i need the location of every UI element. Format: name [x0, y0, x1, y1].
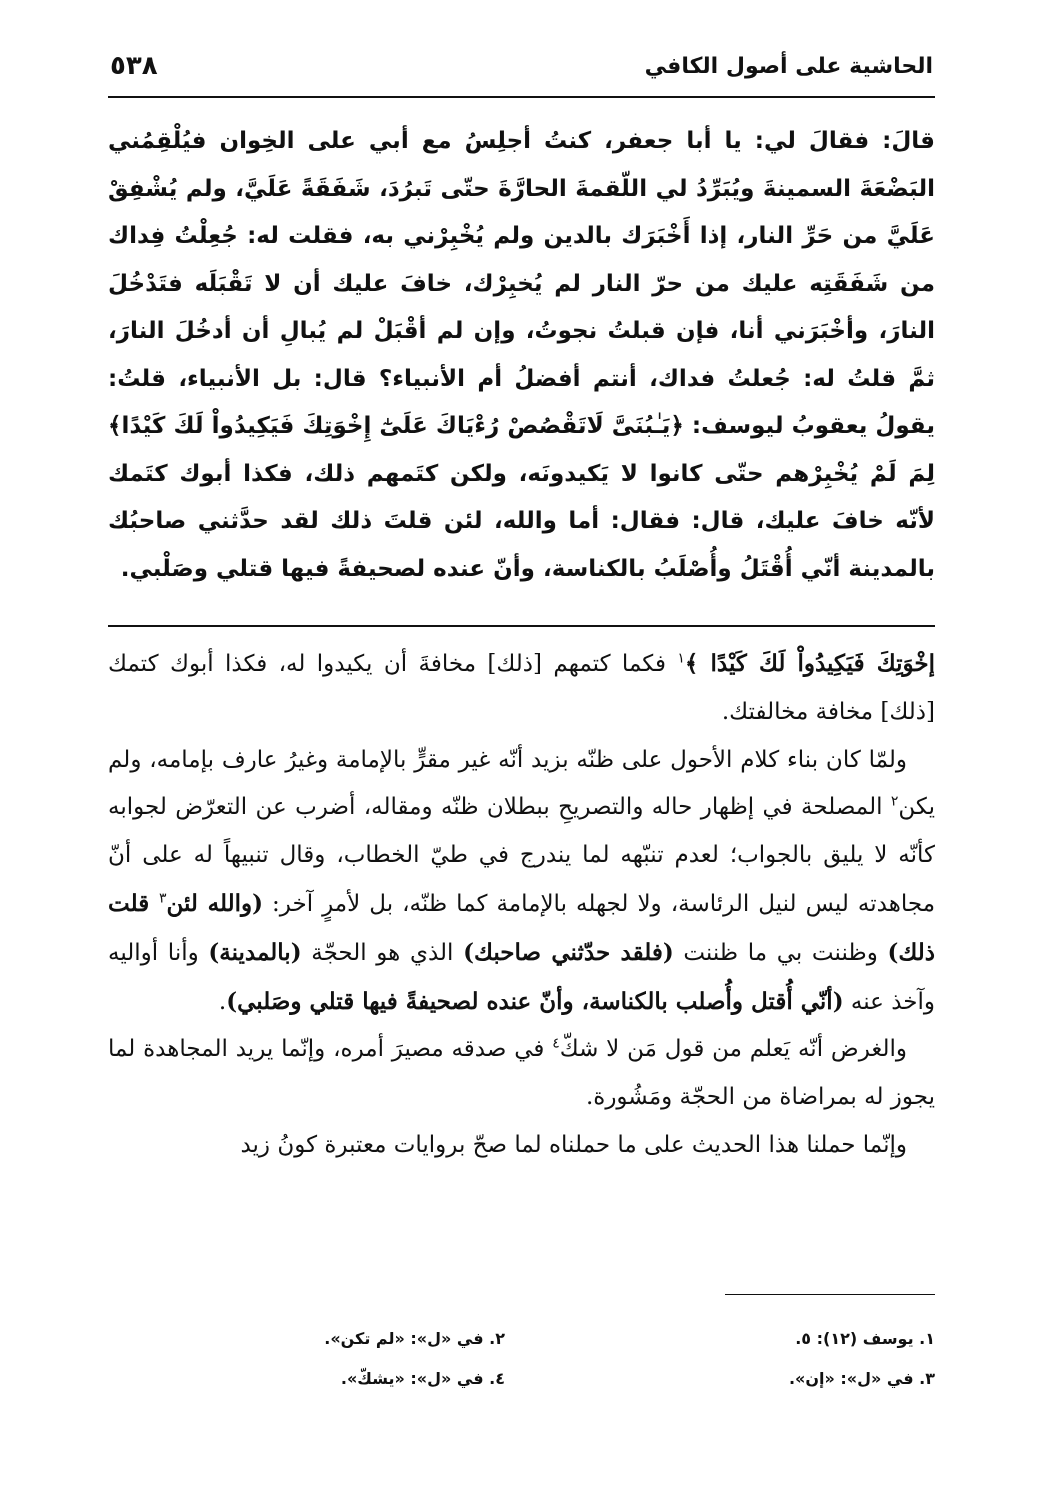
hadith-paragraph: قالَ: فقالَ لي: يا أبا جعفر، كنتُ أجلِسُ مع أبي على الخِوان فيُلْقِمُني البَضْعَةَ السمينةَ ويُبَرِّدُ لي اللّقمةَ الحارَّةَ حتّى تَبرُدَ، شَفَقَةً عَلَيَّ، ولم يُشْفِقْ عَلَيَّ من حَرِّ النار، إذا أَخْبَرَك بالدين ولم يُخْبِرْني به، فقلت له: جُعِلْتُ فِداك من شَفَقَتِه عليك من حرّ النار لم يُخبِرْك، خافَ عليك أن لا تَقْبَلَه فتَدْخُلَ النارَ، وأخْبَرَني أنا، فإن قبلتُ نجوتُ، وإن لم أقْبَلْ لم يُبالِ أن أدخُلَ النارَ، ثمَّ قلتُ له: جُعلتُ فداك، أنتم أفضلُ أم الأنبياء؟ قال: بل الأنبياء، قلتُ: يقولُ يعقوبُ ليوسف: ﴿يَـٰبُنَىَّ لَاتَقْصُصْ رُءْيَاكَ عَلَىٰٓ إِخْوَتِكَ فَيَكِيدُواْ لَكَ كَيْدًا﴾ لِمَ لَمْ يُخْبِرْهم حتّى كانوا لا يَكيدونَه، ولكن كتَمهم ذلك، فكذا أبوك كتَمك لأنّه خافَ عليك، قال: فقال: أما والله، لئن قلتَ ذلك لقد حدَّثني صاحبُك بالمدينة أنّي أُقْتَلُ وأُصْلَبُ بالكناسة، وأنّ عنده لصحيفةً فيها قتلي وصَلْبي. [108, 128, 935, 582]
footnote-marker-1: ١ [677, 650, 685, 667]
footnote-divider [725, 1294, 935, 1295]
quoted-hadith-phrase: (بالمدينة) [208, 938, 302, 966]
commentary-paragraph-2 [108, 737, 935, 1027]
footnote-4: ٤. في «ل»: «يشكّ». [340, 1368, 505, 1388]
footnote-2: ٢. في «ل»: «لم تكن». [324, 1328, 505, 1348]
footnote-marker-2: ٢ [890, 793, 899, 810]
page-header [110, 44, 933, 88]
footnote-3: ٣. في «ل»: «إن». [788, 1368, 935, 1388]
commentary-paragraph-4: وإنّما حملنا هذا الحديث على ما حملناه لما صحّ بروايات معتبرة كونُ زيد [240, 1131, 907, 1158]
commentary-text: والغرض أنّه يَعلم من قول مَن لا شكّ [559, 1036, 907, 1063]
quoted-hadith-phrase: قلت ذلك) [108, 889, 935, 966]
commentary-text: ولمّا كان بناء كلام الأحول على ظنّه بزيد أنّه غير مقرٍّ بالإمامة وغيرُ عارف بإمامه، ولم يكن [108, 746, 935, 821]
commentary-text: المصلحة في إظهار حاله والتصريحِ ببطلان ظنّه ومقاله، أضرب عن التعرّض لجوابه كأنّه لا يليق بالجواب؛ لعدم تنبّهه لما يندرج في طيّ الخطاب، وقال تنبيهاً له على أنّ مجاهدته ليس لنيل الرئاسة، ولا لجهله بالإمامة كما ظنّه، بل لأمرٍ آخر: [108, 794, 936, 917]
text-commentary-divider [108, 625, 935, 627]
commentary-text: فكما كتمهم [ذلك] مخافةَ أن يكيدوا له، فكذا أبوك كتمك [ذلك] مخافة مخالفتك. [108, 651, 935, 725]
quran-quote: إخْوَتِكَ فَيَكِيدُواْ لَكَ كَيْدًا ﴾ [684, 650, 935, 677]
footnote-row [108, 1318, 935, 1358]
footnotes [108, 1318, 935, 1398]
commentary-text: الذي هو الحجّة [301, 939, 464, 966]
footnote-marker-4: ٤ [552, 1035, 560, 1052]
footnote-row [108, 1358, 935, 1398]
commentary-paragraph-1 [108, 640, 935, 737]
quoted-hadith-phrase: (أنّي أُقتل وأُصلب بالكناسة، وأنّ عنده لصحيفةً فيها قتلي وصَلبي) [226, 987, 844, 1015]
footnote-marker-3: ٣ [158, 890, 167, 907]
commentary-text: . [218, 988, 227, 1015]
header-divider [108, 96, 935, 98]
page-number: ٥٣٨ [110, 51, 158, 81]
commentary-paragraph-3 [108, 1026, 935, 1122]
footnote-1: ١. يوسف (١٢): ٥. [795, 1328, 935, 1348]
commentary-block [108, 640, 935, 1170]
quoted-hadith-phrase: (والله لئن [166, 889, 263, 917]
commentary-text: وظننت بي ما ظننت [673, 939, 888, 966]
running-title: الحاشية على أصول الكافي [644, 53, 933, 79]
commentary-text: وأنا أواليه وآخذ عنه [108, 939, 935, 1015]
hadith-text-block [108, 118, 935, 593]
quoted-hadith-phrase: (فلقد حدّثني صاحبك) [463, 938, 674, 966]
commentary-text: في صدقه مصيرَ أمره، وإنّما يريد المجاهدة لما يجوز له بمراضاة من الحجّة ومَشُورة. [108, 1036, 935, 1111]
